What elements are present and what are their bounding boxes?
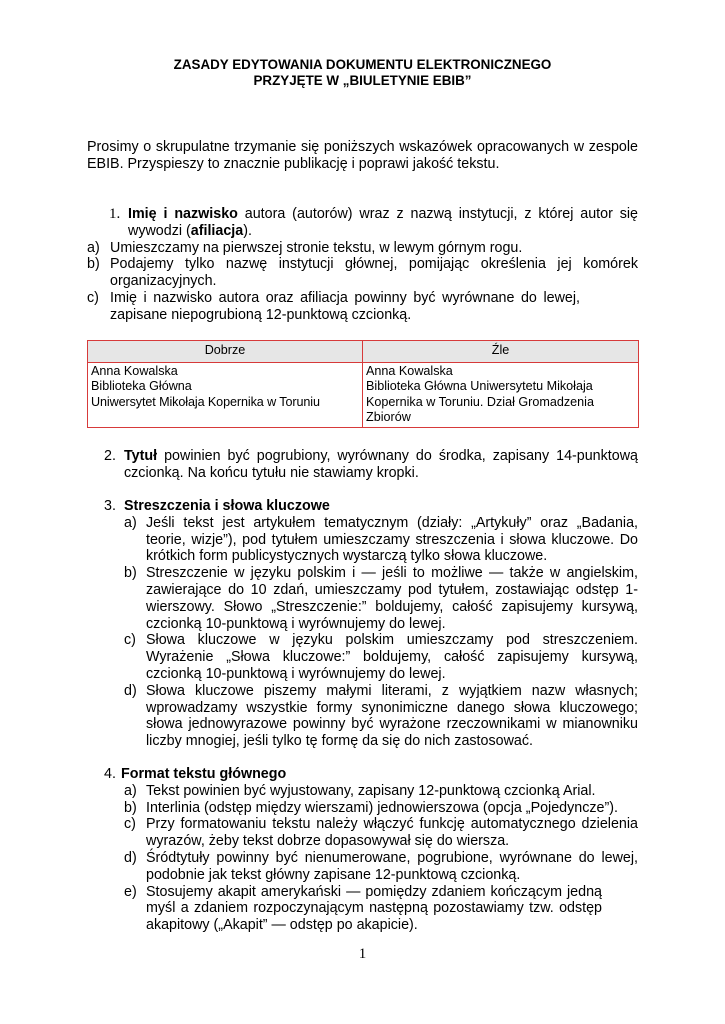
- list-item-label: b): [124, 565, 137, 582]
- good-example-line: Anna Kowalska: [91, 363, 178, 378]
- section-3-number: 3.: [104, 498, 116, 514]
- list-item: [87, 290, 638, 324]
- section-2-text-body: powinien być pogrubiony, wyrównany do środka, zapisany 14-punktową czcionką. Na końcu tytułu nie stawiamy kropki.: [124, 448, 638, 481]
- list-item: [124, 515, 638, 565]
- table-cell-bad: [363, 362, 639, 427]
- section-4-number: 4.: [104, 766, 116, 782]
- list-item-label: a): [124, 782, 137, 799]
- section-2-bold-title: Tytuł: [124, 448, 158, 464]
- list-item: [87, 256, 638, 290]
- section-4-heading: [87, 766, 638, 783]
- section-1-bold-name: Imię i nazwisko: [128, 206, 238, 222]
- list-item: [124, 632, 638, 682]
- section-2-number: 2.: [104, 448, 116, 464]
- list-item-text: Tekst powinien być wyjustowany, zapisany 12-punktową czcionką Arial.: [146, 782, 596, 799]
- list-item: [124, 565, 638, 632]
- bad-example-line: Anna Kowalska: [366, 363, 453, 378]
- list-item: [124, 850, 638, 884]
- table-cell-good: [88, 362, 363, 427]
- list-item-text: Słowa kluczowe w języku polskim umieszczamy pod streszczeniem. Wyrażenie „Słowa kluczowe:” boldujemy, całość zapisujemy kursywą, czcionką 10-punktową i wyrównujemy do lewej.: [146, 632, 638, 682]
- list-item: [87, 240, 638, 257]
- list-item-text: Umieszczamy na pierwszej stronie tekstu, w lewym górnym rogu.: [110, 239, 523, 256]
- section-2-text: [124, 448, 638, 482]
- table-header-row: [88, 341, 639, 363]
- section-3-heading-text: Streszczenia i słowa kluczowe: [124, 498, 330, 514]
- list-item-label: c): [124, 816, 136, 833]
- list-item-text: Podajemy tylko nazwę instytucji głównej, pomijając określenia jej komórek organizacyjnych.: [110, 256, 638, 290]
- section-1-bold-affiliation: afiliacja: [190, 222, 244, 239]
- list-item: [124, 800, 638, 817]
- list-item-text: Jeśli tekst jest artykułem tematycznym (działy: „Artykuły” oraz „Badania, teorie, wizje”), pod tytułem umieszczamy streszczenia i słowa kluczowe. Do krótkich form publicystycznych wystarczą tylko słowa kluczowe.: [146, 514, 638, 565]
- list-item-label: a): [124, 514, 137, 531]
- list-item-text: Przy formatowaniu tekstu należy włączyć funkcję automatycznego dzielenia wyrazów, żeby tekst dobrze dopasowywał się do wiersza.: [146, 816, 638, 850]
- list-item-label: b): [87, 256, 100, 273]
- section-1-text-part2: ).: [243, 222, 252, 239]
- document-title-line-2: PRZYJĘTE W „BIULETYNIE EBIB”: [253, 73, 472, 88]
- list-item-label: c): [124, 632, 136, 649]
- page-number: 1: [358, 946, 367, 962]
- section-1-text-part1: autora (autorów) wraz z nazwą instytucji, z której autor się wywodzi (: [128, 206, 638, 239]
- list-item-text: Imię i nazwisko autora oraz afiliacja powinny być wyrównane do lewej, zapisane niepogrubioną 12-punktową czcionką.: [110, 289, 580, 323]
- good-example-line: Uniwersytet Mikołaja Kopernika w Toruniu: [91, 394, 320, 409]
- section-1-text: [128, 206, 638, 240]
- intro-paragraph: Prosimy o skrupulatne trzymanie się poniższych wskazówek opracowanych w zespole EBIB. Przyspieszy to znacznie publikację i poprawi jakość tekstu.: [87, 139, 638, 172]
- list-item-text: Streszczenie w języku polskim i — jeśli to możliwe — także w angielskim, zawierające do 10 zdań, umieszczamy pod tytułem, zostawiając odstęp 1-wierszowy. Słowo „Streszczenie:” boldujemy, całość zapisujemy kursywą, czcionką 10-punktową i wyrównujemy do lewej.: [146, 565, 638, 632]
- section-1: [87, 206, 638, 324]
- list-item-text: Interlinia (odstęp między wierszami) jednowierszowa (opcja „Pojedyncze”).: [146, 799, 618, 816]
- section-3: [87, 498, 638, 750]
- list-item-text: Stosujemy akapit amerykański — pomiędzy zdaniem kończącym jedną myśl a zdaniem rozpoczynającym następną pozostawiamy tzw. odstęp akapitowy („Akapit” — odstęp po akapicie).: [146, 883, 602, 934]
- list-item-label: e): [124, 883, 137, 900]
- list-item: [124, 816, 638, 850]
- good-example-line: Biblioteka Główna: [91, 379, 192, 394]
- table-header-bad: Źle: [363, 341, 639, 363]
- list-item: [124, 783, 638, 800]
- section-3-heading: [87, 498, 638, 515]
- section-4: [87, 766, 638, 934]
- list-item-label: d): [124, 682, 137, 699]
- section-2-paragraph: [87, 448, 638, 482]
- document-title-line-1: ZASADY EDYTOWANIA DOKUMENTU ELEKTRONICZNEGO: [173, 57, 552, 72]
- list-item-label: d): [124, 849, 137, 866]
- section-4-heading-text: Format tekstu głównego: [121, 766, 287, 782]
- section-1-number: 1.: [109, 206, 121, 222]
- list-item-label: a): [87, 239, 100, 256]
- list-item-text: Śródtytuły powinny być nienumerowane, pogrubione, wyrównane do lewej, podobnie jak tekst główny zapisane 12-punktową czcionką.: [146, 849, 638, 883]
- list-item-label: b): [124, 799, 137, 816]
- section-2: [87, 448, 638, 482]
- comparison-table: [87, 340, 639, 428]
- bad-example-line: Biblioteka Główna Uniwersytetu Mikołaja Kopernika w Toruniu. Dział Gromadzenia Zbiorów: [366, 379, 594, 425]
- list-item: [124, 683, 638, 750]
- section-1-heading: [87, 206, 638, 240]
- table-row: [88, 362, 639, 427]
- list-item-label: c): [87, 289, 99, 306]
- table-header-good: Dobrze: [88, 341, 363, 363]
- list-item-text: Słowa kluczowe piszemy małymi literami, z wyjątkiem nazw własnych; wprowadzamy wszystkie formy synonimiczne danego słowa kluczowego; słowa jednowyrazowe powinny być wyrażone rzeczownikami w mianowniku liczby mnogiej, jeśli tylko tę formę da się do nich zastosować.: [146, 682, 638, 750]
- list-item: [124, 884, 638, 934]
